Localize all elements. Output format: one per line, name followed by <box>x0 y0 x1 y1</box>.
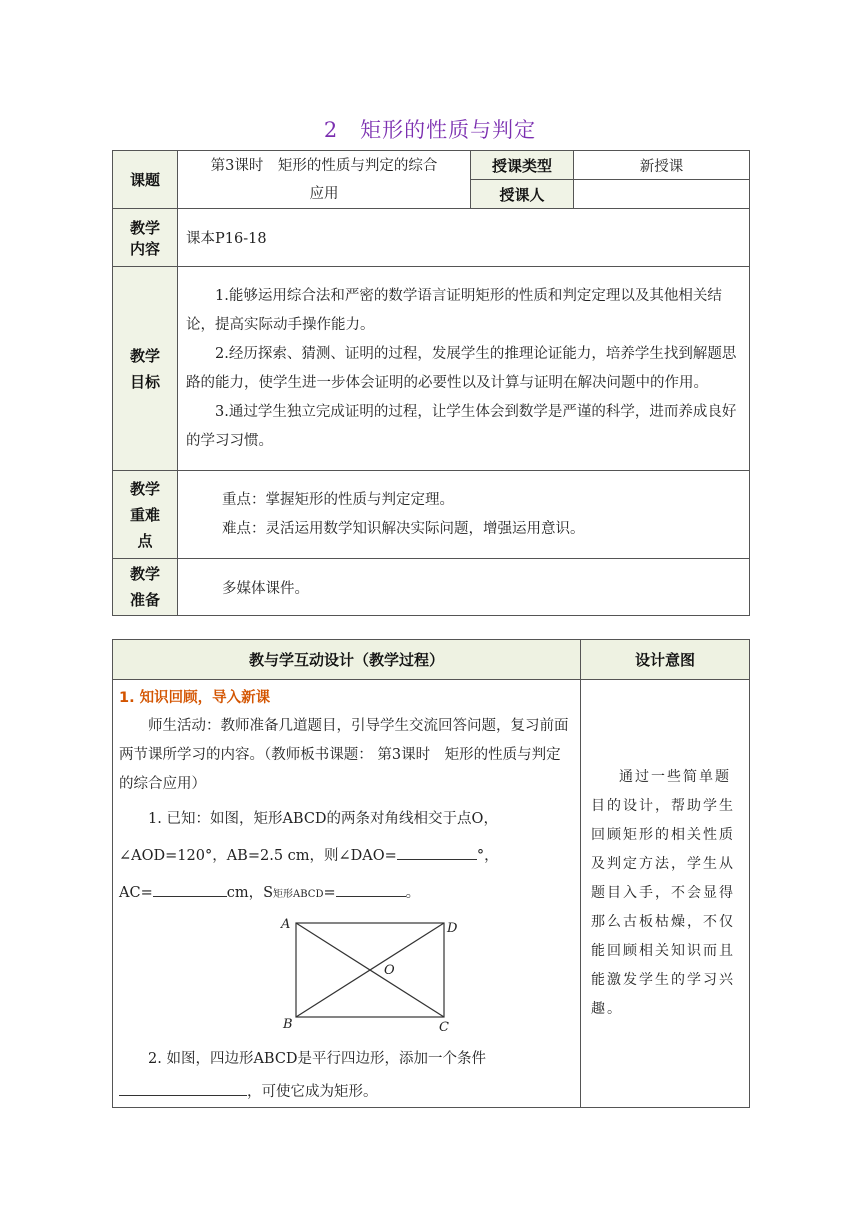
intent-header: 设计意图 <box>581 640 750 680</box>
intent-text: 通过一些简单题目的设计，帮助学生回顾矩形的相关性质及判定方法，学生从题目入手，不会显得那么古板枯燥，不仅能回顾相关知识而且能激发学生的学习兴趣。 <box>591 769 735 1017</box>
prep-value: 多媒体课件。 <box>178 559 750 616</box>
goal-item: 1.能够运用综合法和严密的数学语言证明矩形的性质和判定定理以及其他相关结论，提高实际动手操作能力。 <box>186 287 722 333</box>
question-2-line-2: ，可使它成为矩形。 <box>119 1077 574 1107</box>
process-header: 教与学互动设计（教学过程） <box>113 640 581 680</box>
key-points-label: 教学 重难 点 <box>113 471 178 559</box>
difficult-point: 难点：灵活运用数学知识解决实际问题，增强运用意识。 <box>222 520 585 537</box>
content-value: 课本P16-18 <box>178 209 750 267</box>
type-value: 新授课 <box>574 151 750 180</box>
lesson-info-table <box>112 150 750 616</box>
goal-item: 3.通过学生独立完成证明的过程，让学生体会到数学是严谨的科学，进而养成良好的学习习惯。 <box>186 403 737 449</box>
goals-list <box>178 267 750 471</box>
topic-line-2: 应用 <box>309 185 339 202</box>
rectangle-figure <box>119 917 574 1037</box>
activity-text: 师生活动：教师准备几道题目，引导学生交流回答问题，复习前面两节课所学习的内容。（教师板书课题： 第3课时 矩形的性质与判定的综合应用） <box>119 718 569 792</box>
page-title: 2 矩形的性质与判定 <box>323 118 537 142</box>
teaching-process-table <box>112 639 750 1108</box>
label-a: A <box>281 917 291 932</box>
label-o: O <box>384 963 395 978</box>
question-2: 2. 如图，四边形ABCD是平行四边形，添加一个条件 <box>148 1051 487 1067</box>
goal-item: 2.经历探索、猜测、证明的过程，发展学生的推理论证能力，培养学生找到解题思路的能力，使学生进一步体会证明的必要性以及计算与证明在解决问题中的作用。 <box>186 345 737 391</box>
question-1: 1. 已知：如图，矩形ABCD的两条对角线相交于点O， <box>148 811 498 827</box>
answer-blank[interactable] <box>153 896 227 897</box>
section-title: 1. 知识回顾，导入新课 <box>119 690 271 706</box>
question-1-line-2: ∠AOD=120°，AB=2.5 cm，则∠DAO= °， <box>119 848 499 864</box>
teacher-value <box>574 180 750 209</box>
type-label: 授课类型 <box>471 151 574 180</box>
topic-label: 课题 <box>113 151 178 209</box>
answer-blank[interactable] <box>397 859 477 860</box>
label-d: D <box>447 921 458 936</box>
answer-blank[interactable] <box>336 896 406 897</box>
teacher-label: 授课人 <box>471 180 574 209</box>
topic-line-1: 第3课时 矩形的性质与判定的综合 <box>210 157 438 174</box>
answer-blank[interactable] <box>119 1095 247 1096</box>
content-label: 教学 内容 <box>113 209 178 267</box>
topic-value <box>178 151 471 209</box>
key-points <box>178 471 750 559</box>
rectangle-diagram <box>119 917 575 1037</box>
goals-label: 教学 目标 <box>113 267 178 471</box>
process-content <box>113 680 581 1108</box>
design-intent <box>581 680 750 1108</box>
label-b: B <box>283 1017 293 1032</box>
prep-label: 教学 准备 <box>113 559 178 616</box>
label-c: C <box>439 1020 449 1035</box>
key-point: 重点：掌握矩形的性质与判定定理。 <box>222 491 454 508</box>
question-1-line-3: AC= cm，S矩形ABCD= 。 <box>119 885 421 901</box>
